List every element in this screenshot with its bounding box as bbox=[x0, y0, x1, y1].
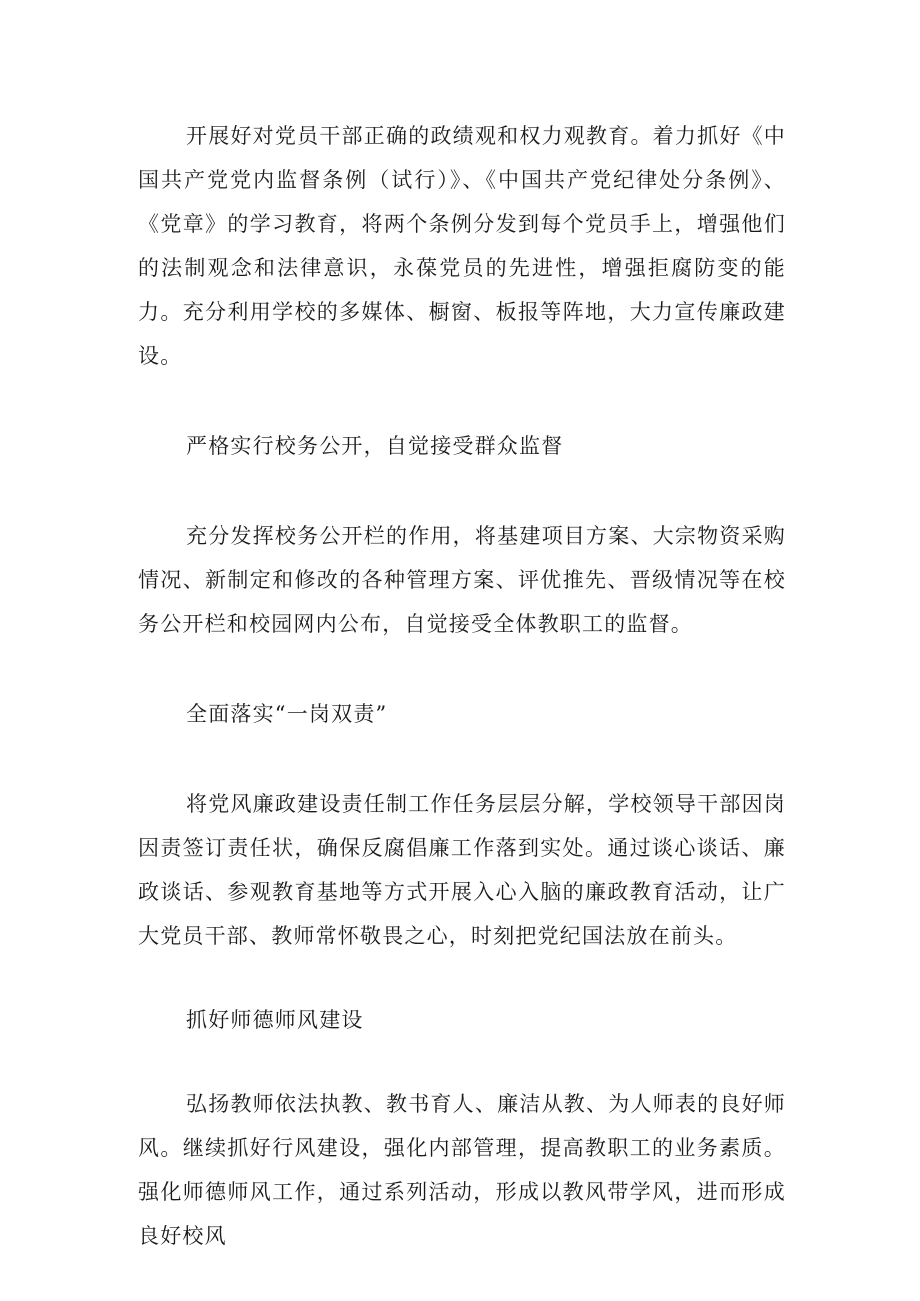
heading-teacher-ethics: 抓好师德师风建设 bbox=[186, 1008, 364, 1032]
document-page bbox=[138, 114, 786, 1258]
paragraph-school-affairs: 充分发挥校务公开栏的作用，将基建项目方案、大宗物资采购情况、新制定和修改的各种管理方案、评优推先、晋级情况等在校务公开栏和校园网内公布，自觉接受全体教职工的监督。 bbox=[138, 524, 786, 636]
paragraph-education: 开展好对党员干部正确的政绩观和权力观教育。着力抓好《中国共产党党内监督条例（试行）》、《中国共产党纪律处分条例》、《党章》的学习教育，将两个条例分发到每个党员手上，增强他们的法制观念和法律意识，永葆党员的先进性，增强拒腐防变的能力。充分利用学校的多媒体、橱窗、板报等阵地，大力宣传廉政建设。 bbox=[138, 124, 786, 368]
heading-one-post-two-duties: 全面落实“一岗双责” bbox=[186, 702, 388, 726]
heading-school-affairs-openness: 严格实行校务公开，自觉接受群众监督 bbox=[186, 434, 564, 458]
paragraph-responsibility: 将党风廉政建设责任制工作任务层层分解，学校领导干部因岗因责签订责任状，确保反腐倡廉工作落到实处。通过谈心谈话、廉政谈话、参观教育基地等方式开展入心入脑的廉政教育活动，让广大党员干部、教师常怀敬畏之心，时刻把党纪国法放在前头。 bbox=[138, 792, 786, 948]
paragraph-teacher-ethics: 弘扬教师依法执教、教书育人、廉洁从教、为人师表的良好师风。继续抓好行风建设，强化内部管理，提高教职工的业务素质。强化师德师风工作，通过系列活动，形成以教风带学风，进而形成良好校风 bbox=[138, 1092, 786, 1248]
